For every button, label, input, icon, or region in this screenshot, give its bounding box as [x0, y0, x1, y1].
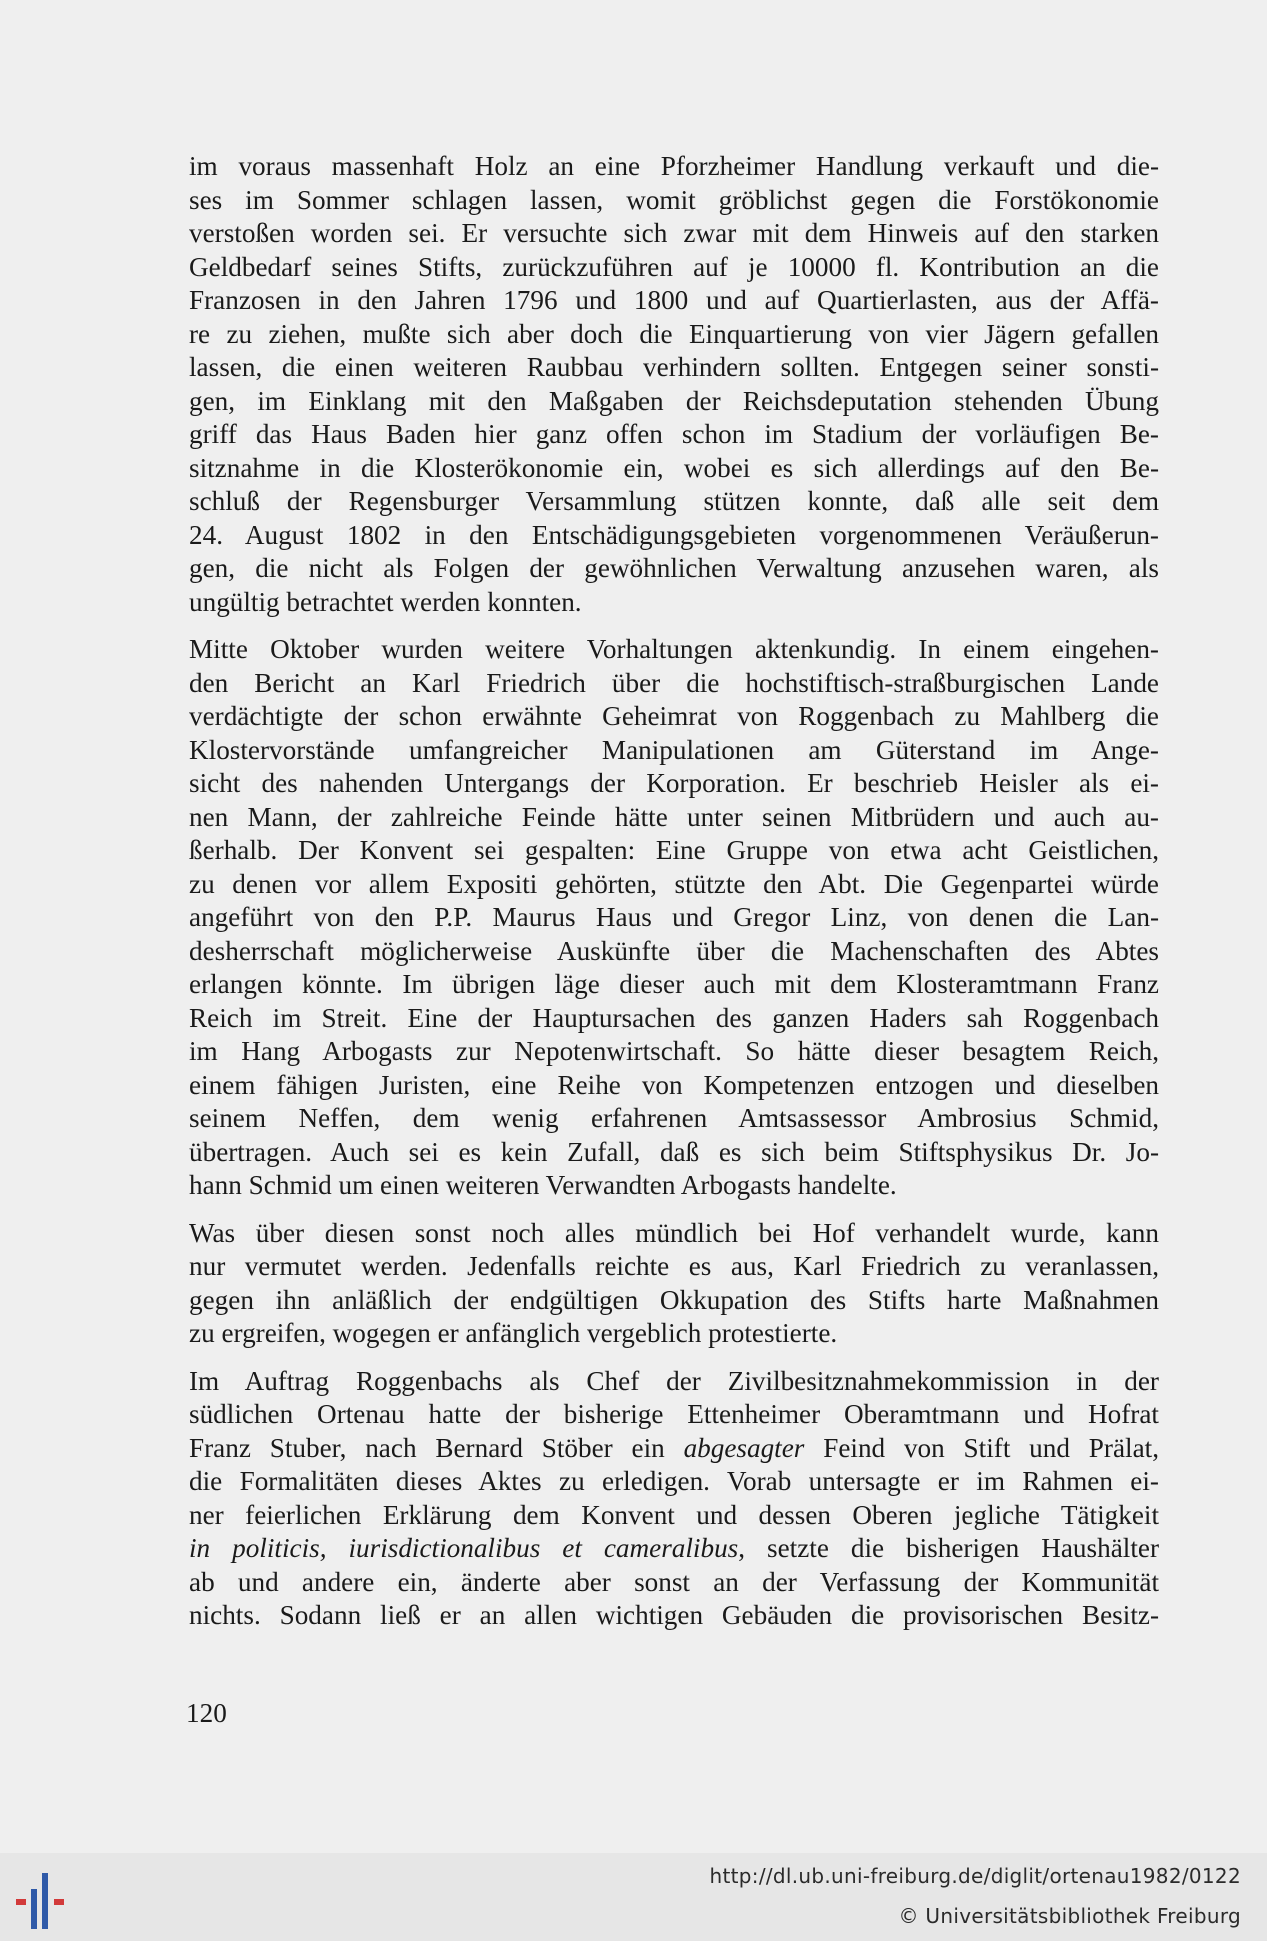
text-line: seinem Neffen, dem wenig erfahrenen Amtsassessor Ambrosius Schmid,: [189, 1103, 1159, 1133]
logo-red-bar-left: [16, 1899, 26, 1905]
text-line: nen Mann, der zahlreiche Feinde hätte unter seinen Mitbrüdern und auch au-: [189, 801, 1159, 832]
text-line: sitznahme in die Klosterökonomie ein, wobei es sich allerdings auf den Be-: [189, 452, 1159, 483]
italic-text: in politicis, iurisdictionalibus et cameralibus: [189, 1533, 739, 1563]
text-line: hann Schmid um einen weiteren Verwandten Arbogasts handelte.: [189, 1170, 897, 1200]
logo-blue-bar-right: [42, 1873, 48, 1929]
text-line: Mitte Oktober wurden weitere Vorhaltungen aktenkundig. In einem eingehen-: [189, 634, 1159, 664]
text-line: übertragen. Auch sei es kein Zufall, daß es sich beim Stiftsphysikus Dr. Jo-: [189, 1136, 1159, 1167]
text-line: Geldbedarf seines Stifts, zurückzuführen auf je 10000 fl. Kontribution an die: [189, 251, 1159, 282]
paragraph-gap: [189, 1351, 1159, 1365]
text-line: verdächtigte der schon erwähnte Geheimrat von Roggenbach zu Mahlberg die: [189, 701, 1159, 731]
text-line: Was über diesen sonst noch alles mündlich bei Hof verhandelt wurde, kann: [189, 1217, 1159, 1248]
text-line: re zu ziehen, mußte sich aber doch die Einquartierung von vier Jägern gefallen: [189, 318, 1159, 349]
text-line: lassen, die einen weiteren Raubbau verhindern sollten. Entgegen seiner sonsti-: [189, 352, 1159, 382]
text-line: südlichen Ortenau hatte der bisherige Ettenheimer Oberamtmann und Hofrat: [189, 1399, 1159, 1429]
text-line: Im Auftrag Roggenbachs als Chef der Zivilbesitznahmekommission in der: [189, 1365, 1159, 1396]
text-run: Feind von Stift und Prälat,: [804, 1432, 1159, 1463]
paragraph: [189, 1217, 1159, 1351]
text-line: nichts. Sodann ließ er an allen wichtigen Gebäuden die provisorischen Besitz-: [189, 1600, 1159, 1630]
text-line: zu ergreifen, wogegen er anfänglich vergeblich protestierte.: [189, 1318, 838, 1348]
text-line: angeführt von den P.P. Maurus Haus und Gregor Linz, von denen die Lan-: [189, 902, 1159, 932]
text-line: 24. August 1802 in den Entschädigungsgebieten vorgenommenen Veräußerun-: [189, 519, 1159, 550]
text-run: , setzte die bisherigen Haushälter: [738, 1533, 1159, 1563]
text-line: [189, 1432, 1159, 1466]
text-line: [189, 1532, 1159, 1566]
text-line: sicht des nahenden Untergangs der Korporation. Er beschrieb Heisler als ei-: [189, 768, 1159, 798]
text-line: ßerhalb. Der Konvent sei gespalten: Eine Gruppe von etwa acht Geistlichen,: [189, 835, 1159, 865]
italic-text: abgesagter: [683, 1432, 805, 1463]
text-line: im voraus massenhaft Holz an eine Pforzheimer Handlung verkauft und die-: [189, 151, 1159, 181]
text-line: Klostervorstände umfangreicher Manipulationen am Güterstand im Ange-: [189, 734, 1159, 765]
paragraph: [189, 633, 1159, 1203]
text-line: die Formalitäten dieses Aktes zu erledigen. Vorab untersagte er im Rahmen ei-: [189, 1466, 1159, 1496]
text-line: im Hang Arbogasts zur Nepotenwirtschaft. So hätte dieser besagtem Reich,: [189, 1036, 1159, 1066]
text-line: erlangen könnte. Im übrigen läge dieser auch mit dem Klosteramtmann Franz: [189, 969, 1159, 999]
text-line: den Bericht an Karl Friedrich über die hochstiftisch-straßburgischen Lande: [189, 667, 1159, 698]
footer-bar: [0, 1853, 1267, 1941]
text-run: Franz Stuber, nach Bernard Stöber ein: [189, 1432, 684, 1463]
paragraph: [189, 1365, 1159, 1633]
text-line: gen, die nicht als Folgen der gewöhnlichen Verwaltung anzusehen waren, als: [189, 553, 1159, 583]
text-line: griff das Haus Baden hier ganz offen schon im Stadium der vorläufigen Be-: [189, 419, 1159, 449]
text-line: ab und andere ein, änderte aber sonst an der Verfassung der Kommunität: [189, 1566, 1159, 1597]
text-line: nur vermutet werden. Jedenfalls reichte es aus, Karl Friedrich zu veranlassen,: [189, 1251, 1159, 1281]
text-line: Reich im Streit. Eine der Hauptursachen des ganzen Haders sah Roggenbach: [189, 1002, 1159, 1033]
text-line: einem fähigen Juristen, eine Reihe von Kompetenzen entzogen und dieselben: [189, 1069, 1159, 1100]
paragraph-gap: [189, 619, 1159, 633]
paragraph: [189, 150, 1159, 619]
text-line: ungültig betrachtet werden konnten.: [189, 586, 582, 617]
text-line: schluß der Regensburger Versammlung stützen konnte, daß alle seit dem: [189, 486, 1159, 516]
text-line: verstoßen worden sei. Er versuchte sich zwar mit dem Hinweis auf den starken: [189, 218, 1159, 248]
text-line: ses im Sommer schlagen lassen, womit gröblichst gegen die Forstökonomie: [189, 184, 1159, 215]
paragraph-gap: [189, 1203, 1159, 1217]
page-number: 120: [186, 1698, 227, 1728]
text-line: gen, im Einklang mit den Maßgaben der Reichsdeputation stehenden Übung: [189, 385, 1159, 416]
text-line: Franzosen in den Jahren 1796 und 1800 und auf Quartierlasten, aus der Affä-: [189, 285, 1159, 315]
source-url-link[interactable]: http://dl.ub.uni-freiburg.de/diglit/ortenau1982/0122: [709, 1864, 1241, 1888]
text-line: desherrschaft möglicherweise Auskünfte über die Machenschaften des Abtes: [189, 935, 1159, 966]
text-line: zu denen vor allem Expositi gehörten, stützte den Abt. Die Gegenpartei würde: [189, 868, 1159, 899]
ub-freiburg-logo-icon[interactable]: [14, 1869, 78, 1933]
copyright-notice: © Universitätsbibliothek Freiburg: [898, 1904, 1241, 1928]
text-line: gegen ihn anläßlich der endgültigen Okkupation des Stifts harte Maßnahmen: [189, 1284, 1159, 1315]
logo-blue-bar-left: [31, 1889, 37, 1929]
page-text: [189, 150, 1159, 1670]
text-line: ner feierlichen Erklärung dem Konvent und dessen Oberen jegliche Tätigkeit: [189, 1499, 1159, 1530]
logo-red-bar-right: [54, 1899, 64, 1905]
